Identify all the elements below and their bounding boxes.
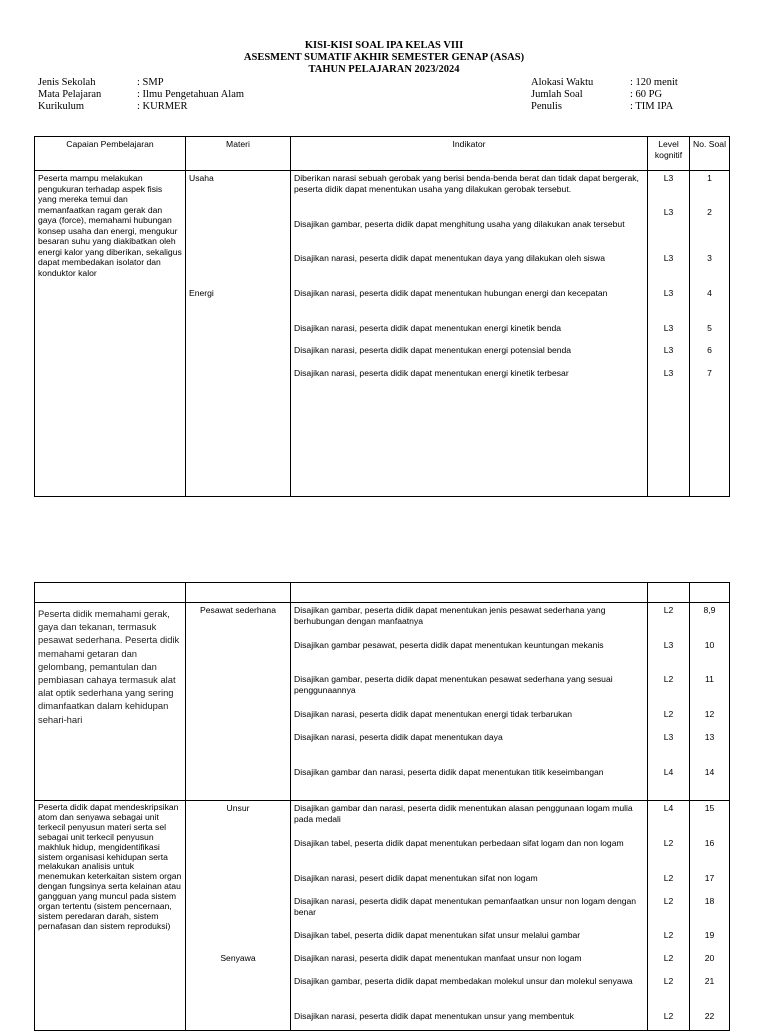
no-soal-cell	[690, 603, 730, 801]
level-value: L3	[663, 345, 674, 355]
no-soal-value: 11	[705, 674, 714, 684]
table-header-row	[35, 137, 730, 171]
no-soal-value: 15	[704, 803, 715, 813]
materi-senyawa: Senyawa	[220, 953, 256, 963]
materi-energi: Energi	[189, 288, 214, 298]
indikator-item: Disajikan narasi, peserta didik dapat menentukan hubungan energi dan kecepatan	[294, 288, 608, 298]
no-soal-value: 20	[704, 953, 715, 963]
indikator-item: Disajikan gambar, peserta didik dapat menentukan jenis pesawat sederhana yang berhubungan dengan manfaatnya	[294, 605, 606, 626]
kisi-kisi-table-1	[34, 136, 730, 497]
indikator-cell	[291, 603, 648, 801]
level-value: L3	[663, 207, 674, 217]
meta-key: Kurikulum	[38, 101, 85, 112]
meta-right	[531, 77, 731, 117]
meta-value: : Ilmu Pengetahuan Alam	[137, 89, 245, 100]
no-soal-value: 8,9	[703, 605, 716, 615]
meta-left	[38, 77, 338, 117]
no-soal-value: 1	[707, 173, 712, 183]
no-soal-cell	[690, 171, 730, 497]
doc-title-line-3: TAHUN PELAJARAN 2023/2024	[308, 64, 460, 75]
level-value: L3	[663, 323, 674, 333]
indikator-item: Disajikan narasi, peserta didik dapat menentukan manfaat unsur non logam	[294, 953, 582, 963]
level-cell	[648, 603, 690, 801]
materi-cell	[186, 171, 291, 497]
meta-value: : 120 menit	[630, 77, 678, 88]
level-value: L2	[663, 838, 674, 848]
materi-usaha: Usaha	[189, 173, 214, 183]
level-value: L3	[663, 368, 674, 378]
no-soal-value: 10	[704, 640, 715, 650]
indikator-item: Disajikan narasi, pesert didik dapat menentukan sifat non logam	[294, 873, 538, 883]
capaian-cell: Peserta mampu melakukan pengukuran terhadap aspek fisis yang mereka temui dan memanfaatkan ragam gerak dan gaya (force), memahami hubungan konsep usaha dan energi, mengukur besaran suhu yang diakibatkan oleh energi kalor yang diberikan, sekaligus dapat membedakan isolator dan konduktor kalor	[35, 171, 186, 497]
materi-cell: Pesawat sederhana	[186, 603, 291, 801]
meta-key: Jenis Sekolah	[38, 77, 96, 88]
level-cell	[648, 171, 690, 497]
no-soal-value: 7	[707, 368, 712, 378]
capaian-cell: Peserta didik memahami gerak, gaya dan tekanan, termasuk pesawat sederhana. Peserta didik memahami getaran dan gelombang, pemantulan dan pembiasan cahaya termasuk alat alat optik sederhana yang sering dimanfaatkan dalam kehidupan sehari-hari	[35, 603, 186, 801]
no-soal-value: 5	[707, 323, 712, 333]
no-soal-value: 18	[704, 896, 715, 906]
indikator-item: Disajikan gambar dan narasi, peserta didik menentukan alasan penggunaan logam mulia pada medali	[294, 803, 633, 824]
level-value: L2	[663, 709, 674, 719]
header-level: Level kognitif	[648, 137, 690, 171]
indikator-item: Disajikan narasi, peserta didik dapat menentukan daya	[294, 732, 503, 742]
header-indikator: Indikator	[291, 137, 648, 171]
level-cell	[648, 801, 690, 1031]
indikator-item: Disajikan narasi, peserta didik dapat menentukan energi potensial benda	[294, 345, 572, 355]
no-soal-value: 6	[707, 345, 712, 355]
level-value: L2	[663, 1011, 674, 1021]
no-soal-value: 14	[704, 767, 715, 777]
no-soal-value: 22	[704, 1011, 715, 1021]
level-value: L3	[663, 732, 674, 742]
materi-cell	[186, 801, 291, 1031]
no-soal-value: 4	[707, 288, 712, 298]
indikator-item: Disajikan gambar dan narasi, peserta didik dapat menentukan titik keseimbangan	[294, 767, 604, 777]
indikator-cell	[291, 171, 648, 497]
no-soal-value: 21	[704, 976, 715, 986]
indikator-item: Disajikan narasi, peserta didik dapat menentukan energi kinetik terbesar	[294, 368, 569, 378]
meta-value: : 60 PG	[630, 89, 663, 100]
no-soal-value: 13	[704, 732, 715, 742]
header-capaian: Capaian Pembelajaran	[35, 137, 186, 171]
level-value: L2	[663, 674, 674, 684]
indikator-item: Disajikan narasi, peserta didik dapat menentukan energi kinetik benda	[294, 323, 562, 333]
indikator-item: Disajikan narasi, peserta didik dapat menentukan energi tidak terbarukan	[294, 709, 573, 719]
indikator-item: Disajikan gambar, peserta didik dapat membedakan molekul unsur dan molekul senyawa	[294, 976, 633, 986]
meta-value: : TIM IPA	[630, 101, 674, 112]
level-value: L2	[663, 605, 674, 615]
meta-key: Penulis	[531, 101, 562, 112]
meta-key: Jumlah Soal	[531, 89, 583, 100]
indikator-item: Disajikan gambar, peserta didik dapat menghitung usaha yang dilakukan anak tersebut	[294, 219, 625, 229]
level-value: L2	[663, 896, 674, 906]
header-materi: Materi	[186, 137, 291, 171]
level-value: L4	[663, 767, 674, 777]
indikator-item: Disajikan narasi, peserta didik dapat menentukan unsur yang membentuk	[294, 1011, 574, 1021]
meta-value: : SMP	[137, 77, 164, 88]
level-value: L3	[663, 173, 674, 183]
level-value: L3	[663, 288, 674, 298]
no-soal-value: 19	[704, 930, 715, 940]
table-row	[35, 171, 730, 497]
level-value: L2	[663, 873, 674, 883]
table-row	[35, 603, 730, 801]
level-value: L3	[663, 640, 674, 650]
capaian-cell: Peserta didik dapat mendeskripsikan atom dan senyawa sebagai unit terkecil penyusun materi serta sel sebagai unit terkecil penyusun makhluk hidup, mengidentifikasi sistem organisasi kehidupan serta melakukan analisis untuk menemukan keterkaitan sistem organ dengan fungsinya serta kelainan atau gangguan yang muncul pada sistem organ tertentu (sistem pencernaan, sistem peredaran darah, sistem pernafasan dan sistem reproduksi)	[35, 801, 186, 1031]
indikator-item: Disajikan narasi, peserta didik dapat menentukan daya yang dilakukan oleh siswa	[294, 253, 605, 263]
level-value: L2	[663, 976, 674, 986]
doc-title-line-2: ASESMENT SUMATIF AKHIR SEMESTER GENAP (ASAS)	[243, 52, 525, 63]
meta-key: Mata Pelajaran	[38, 89, 102, 100]
doc-title-line-1: KISI-KISI SOAL IPA KELAS VIII	[304, 40, 464, 51]
level-value: L3	[663, 253, 674, 263]
indikator-item: Disajikan tabel, peserta didik dapat menentukan sifat unsur melalui gambar	[294, 930, 581, 940]
table-header-row	[35, 583, 730, 603]
no-soal-value: 12	[704, 709, 715, 719]
level-value: L2	[663, 953, 674, 963]
meta-key: Alokasi Waktu	[531, 77, 594, 88]
indikator-item: Disajikan gambar pesawat, peserta didik dapat menentukan keuntungan mekanis	[294, 640, 604, 650]
kisi-kisi-table-2	[34, 582, 730, 1031]
table-row	[35, 801, 730, 1031]
no-soal-cell	[690, 801, 730, 1031]
indikator-item: Diberikan narasi sebuah gerobak yang berisi benda-benda berat dan tidak dapat bergerak, peserta didik dapat menentukan usaha yang dilakukan gerobak tersebut.	[294, 173, 639, 194]
materi-unsur: Unsur	[226, 803, 250, 813]
no-soal-value: 3	[707, 253, 712, 263]
indikator-cell	[291, 801, 648, 1031]
level-value: L4	[663, 803, 674, 813]
header-no: No. Soal	[690, 137, 730, 171]
indikator-item: Disajikan narasi, peserta didik dapat menentukan pemanfaatkan unsur non logam dengan benar	[294, 896, 637, 917]
indikator-item: Disajikan tabel, peserta didik dapat menentukan perbedaan sifat logam dan non logam	[294, 838, 624, 848]
no-soal-value: 17	[704, 873, 715, 883]
no-soal-value: 16	[704, 838, 715, 848]
level-value: L2	[663, 930, 674, 940]
meta-value: : KURMER	[137, 101, 188, 112]
indikator-item: Disajikan gambar, peserta didik dapat menentukan pesawat sederhana yang sesuai penggunaannya	[294, 674, 613, 695]
no-soal-value: 2	[707, 207, 712, 217]
